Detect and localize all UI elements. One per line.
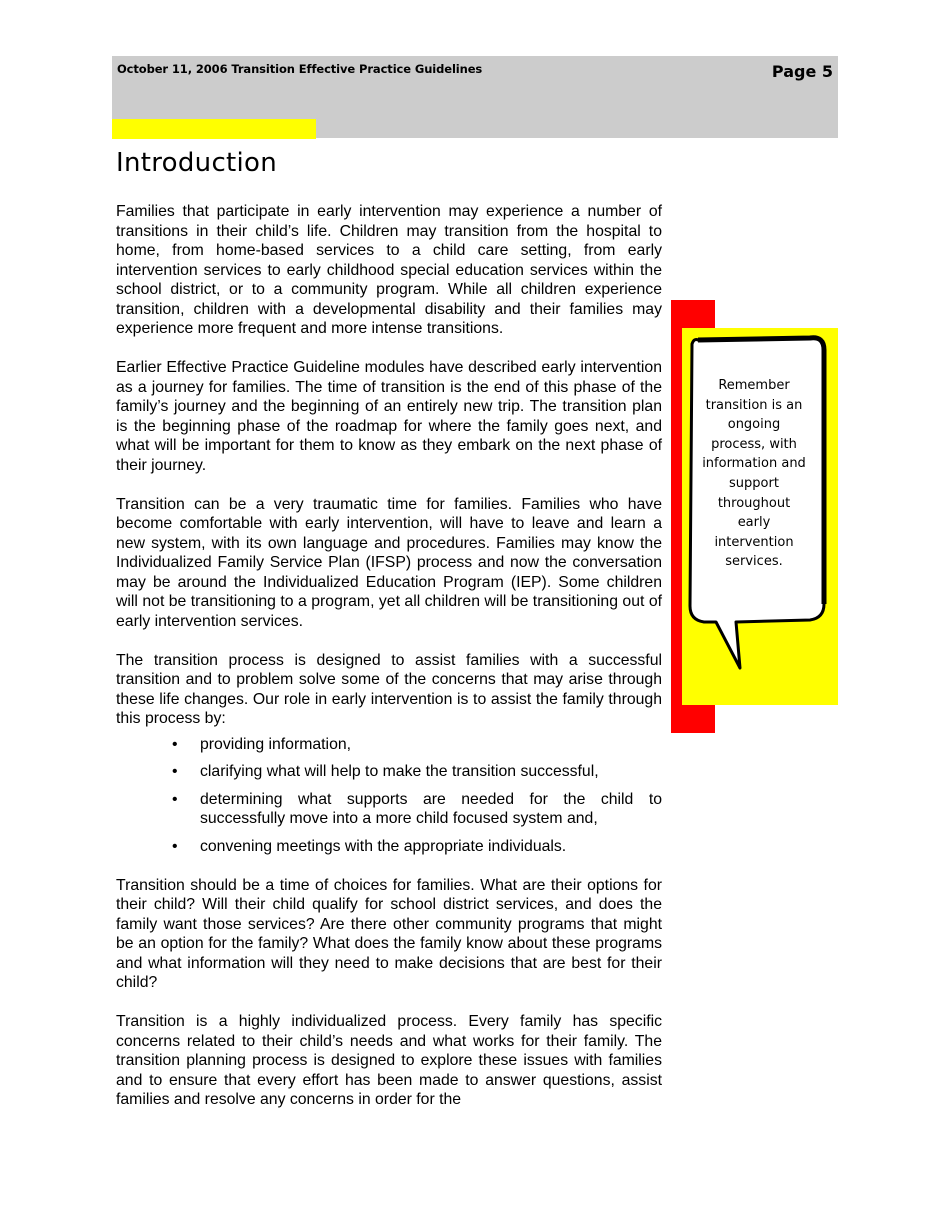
header-title: October 11, 2006 Transition Effective Practice Guidelines xyxy=(117,62,483,76)
list-item: • providing information, xyxy=(200,735,662,755)
header-accent-bar xyxy=(112,119,316,139)
page-number: Page 5 xyxy=(771,62,833,81)
paragraph: Transition is a highly individualized process. Every family has specific concerns related to their child’s needs and what works for their family. The transition planning process is designed to explore these issues with families and to ensure that every effort has been made to answer questions, assist families and resolve any concerns in order for the xyxy=(116,1013,662,1108)
paragraph: Transition can be a very traumatic time for families. Families who have become comfortable with early intervention, will have to leave and learn a new system, with its own language and procedures. Families may know the Individualized Family Service Plan (IFSP) process and now the conversation may be around the Individualized Education Program (IEP). Some children will not be transitioning to a program, yet all children will be transitioning out of early intervention services. xyxy=(116,495,662,630)
paragraph: Earlier Effective Practice Guideline modules have described early intervention as a journey for families. The time of transition is the end of this phase of the family’s journey and the beginning of an entirely new trip. The transition plan is the beginning phase of the roadmap for where the family goes next, and what will be important for them to know as they embark on the next phase of their journey. xyxy=(116,359,662,474)
list-item: • determining what supports are needed for the child to successfully move into a more child focused system and, xyxy=(200,790,662,829)
paragraph: The transition process is designed to assist families with a successful transition and to problem solve some of the concerns that may arise through these life changes. Our role in early intervention is to assist the family through this process by: xyxy=(116,651,662,727)
paragraph: Transition should be a time of choices for families. What are their options for their child? Will their child qualify for school district services, and does the family want those services? Are there other community programs that might be an option for the family? What does the family know about these programs and what information will they need to make decisions that are best for their child? xyxy=(116,876,662,991)
list-item: • convening meetings with the appropriate individuals. xyxy=(200,837,662,857)
page-title: Introduction xyxy=(116,148,278,178)
paragraph: Families that participate in early intervention may experience a number of transitions in their child’s life. Children may transition from the hospital to home, from home-based services to a child care setting, from early intervention services to early childhood special education services within the school district, or to a community program. While all children experience transition, children with a developmental disability and their families may experience more frequent and more intense transitions. xyxy=(116,203,662,337)
callout-text: Remember transition is an ongoing process, with information and support throughout early intervention services. xyxy=(702,378,806,570)
list-item: • clarifying what will help to make the transition successful, xyxy=(200,762,662,782)
main-content xyxy=(116,202,662,1129)
bullet-list xyxy=(116,735,662,857)
